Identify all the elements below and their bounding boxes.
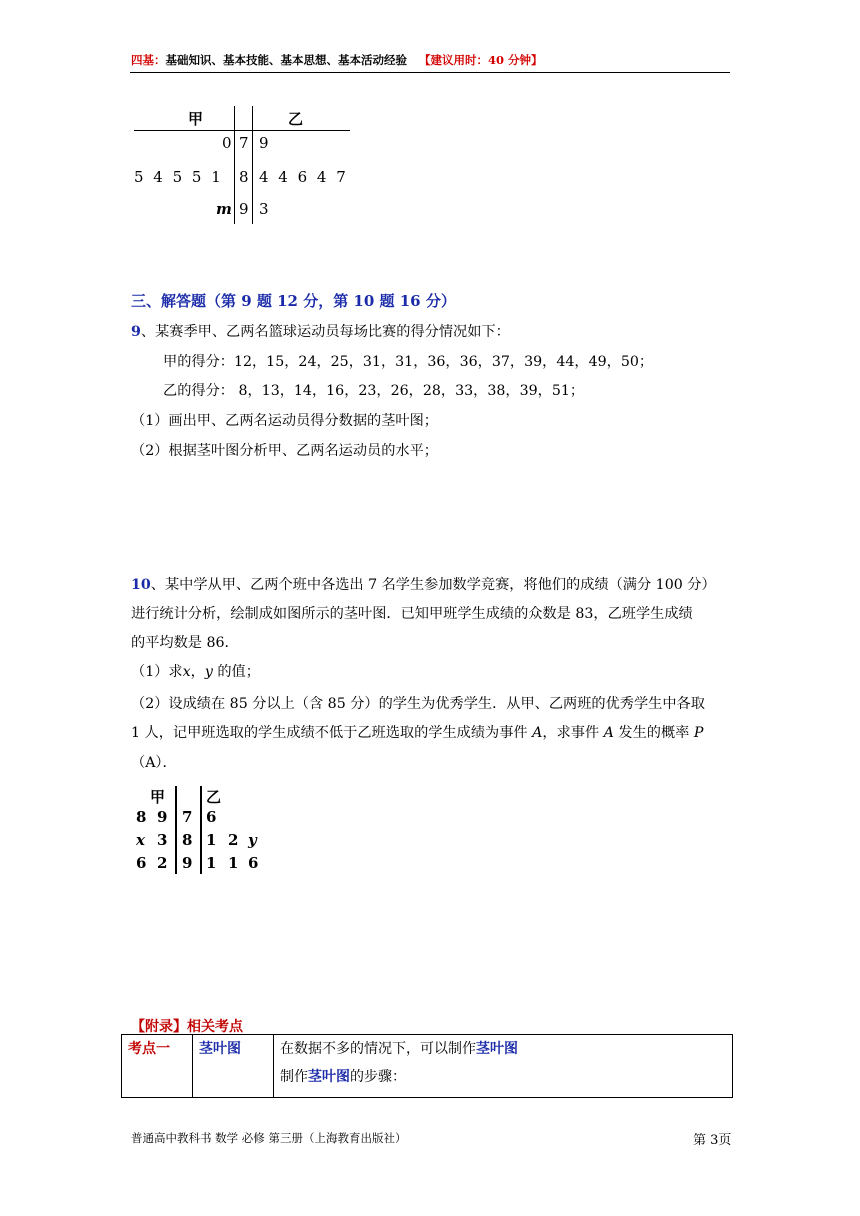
appendix-line1-term: 茎叶图 [476,1041,518,1057]
stem1-row1-right: 9 [259,134,269,152]
stem-leaf-figure-2 [130,782,270,878]
q10-event-a-2: A [603,725,614,741]
header-time: 【建议用时：40 分钟】 [419,53,543,67]
q9-number: 9 [131,324,141,340]
q10-line1 [131,574,716,594]
stem-leaf-figure-1 [130,100,360,230]
page-header [131,52,543,68]
stem1-divider-right [252,106,253,224]
q9-line-a: 甲的得分：12，15，24，25，31，31，36，36，37，39，44，49，50； [163,354,654,370]
stem1-horizontal-rule [134,130,350,131]
q10-part1 [131,661,260,681]
stem1-row2-right: 4 4 6 4 7 [259,168,346,186]
stem1-divider-left [234,106,235,224]
appendix-line2 [280,1066,726,1086]
stem1-left-head: 甲 [188,110,204,128]
stem2-r2-r1: 1 [206,831,217,849]
q10-part2-line1: （2）设成绩在 85 分以上（含 85 分）的学生为优秀学生．从甲、乙两班的优秀学生中各取 [131,696,705,712]
footer-page-number: 第 3页 [693,1133,732,1148]
stem1-row3-right: 3 [259,200,269,218]
stem2-r1-l2: 9 [157,808,168,826]
header-content: 基础知识、基本技能、基本思想、基本活动经验 [165,53,407,67]
section-title: 三、解答题（第 9 题 12 分，第 10 题 16 分） [131,292,456,310]
q9-line-b: 乙的得分： 8，13，14，16，23，26，28，33，38，39，51； [163,383,585,399]
q10-part2-text-a: 1 人，记甲班选取的学生成绩不低于乙班选取的学生成绩为事件 [131,725,528,741]
appendix-col2: 茎叶图 [193,1035,274,1098]
q10-number: 10 [131,577,151,593]
q9-part2: （2）根据茎叶图分析甲、乙两名运动员的水平； [131,443,438,459]
stem2-r3-l2: 2 [157,854,168,872]
stem1-right-head: 乙 [288,110,304,128]
q10-line2: 进行统计分析，绘制成如图所示的茎叶图．已知甲班学生成绩的众数是 83，乙班学生成绩 [131,606,693,622]
q10-part2-line2 [131,722,703,742]
q10-part1-prefix: （1）求 [131,664,183,680]
stem1-row1-left: 0 [222,134,232,152]
q9-part1: （1）画出甲、乙两名运动员得分数据的茎叶图； [131,413,438,429]
appendix-table [121,1034,733,1098]
appendix-title: 【附录】相关考点 [131,1019,243,1035]
q10-prob-p: P [693,725,704,741]
appendix-line1-text: 在数据不多的情况下，可以制作 [280,1041,476,1057]
stem2-r2-stem: 8 [182,831,193,849]
q9-text: 、某赛季甲、乙两名篮球运动员每场比赛的得分情况如下： [140,324,510,340]
q10-part1-suffix: 的值； [212,664,260,680]
footer-left: 普通高中教科书 数学 必修 第三册（上海教育出版社） [131,1131,407,1145]
stem2-r1-r1: 6 [206,808,217,826]
appendix-col3 [274,1035,733,1098]
appendix-line2-text-c: 的步骤： [350,1069,406,1085]
header-label: 四基： [131,53,166,67]
stem1-row2-stem: 8 [239,168,249,186]
q10-part2-line3: （A）． [131,755,177,771]
appendix-line2-text-a: 制作 [280,1069,308,1085]
q10-event-a-1: A [532,725,543,741]
stem2-r3-r2: 1 [228,854,239,872]
stem1-row2-left: 5 4 5 5 1 [134,168,221,186]
stem2-r2-l1: x [136,831,145,849]
stem1-row3-stem: 9 [239,200,249,218]
appendix-col1: 考点一 [122,1035,193,1098]
stem2-r3-r3: 6 [248,854,259,872]
q10-line3: 的平均数是 86． [131,635,239,651]
stem1-row3-left: m [216,200,232,218]
table-row [122,1035,733,1098]
stem2-r2-r3: y [248,831,257,849]
q10-part1-comma: ， [190,664,205,680]
stem2-r2-r2: 2 [228,831,239,849]
stem2-r1-stem: 7 [182,808,193,826]
stem2-r3-stem: 9 [182,854,193,872]
header-rule [130,72,730,73]
q9-stem [131,321,510,341]
appendix-line2-term: 茎叶图 [308,1069,350,1085]
stem2-r3-l1: 6 [136,854,147,872]
stem2-divider-left [175,786,177,874]
stem2-left-head: 甲 [150,788,166,806]
q10-var-x: x [182,664,191,680]
q10-var-y: y [204,664,213,680]
stem1-row1-stem: 7 [239,134,249,152]
q10-part2-text-b: ，求事件 [542,725,600,741]
stem2-r2-l2: 3 [157,831,168,849]
q10-text-1: 、某中学从甲、乙两个班中各选出 7 名学生参加数学竞赛，将他们的成绩（满分 100 分） [150,577,716,593]
stem2-divider-right [200,786,202,874]
stem2-r1-l1: 8 [136,808,147,826]
stem2-r3-r1: 1 [206,854,217,872]
q10-part2-text-c: 发生的概率 [618,725,690,741]
stem2-right-head: 乙 [206,788,222,806]
appendix-line1 [280,1038,726,1058]
